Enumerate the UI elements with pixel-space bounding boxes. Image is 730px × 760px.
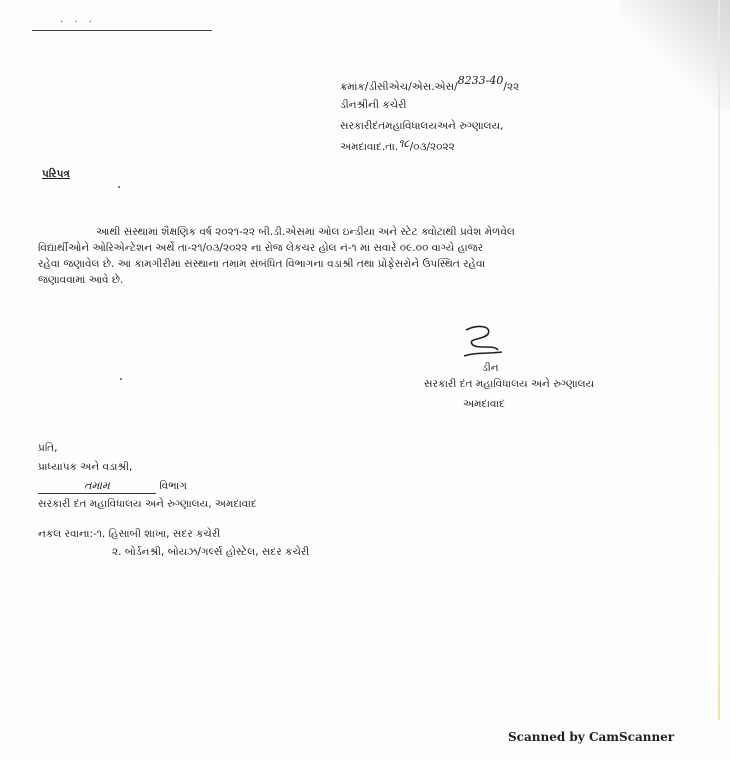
ref-suffix: /૨૨ <box>503 81 520 93</box>
recipient-dept-line <box>38 479 187 494</box>
scan-speck <box>118 186 120 188</box>
recipient-line-3: સરકારી દંત મહાવિધાલય અને રુગ્ણાલય, અમદાવાદ <box>38 498 257 510</box>
recipient-line-1: પ્રાધ્યાપક અને વડાશ્રી, <box>38 461 133 473</box>
body-line: જણાવવામાં આવે છે. <box>38 274 124 286</box>
signatory-city: અમદાવાદ <box>463 398 505 410</box>
institution-name: સરકારીદંતમહાવિધાલયઅને રુગ્ણાલય, <box>340 120 504 132</box>
office-name: ડીનશ્રીની કચેરી <box>340 99 407 111</box>
dept-label: વિભાગ <box>159 480 187 492</box>
recipient-prati: પ્રતિ, <box>38 442 58 454</box>
ref-line <box>340 74 520 94</box>
circular-title: પરિપત્ર <box>42 168 70 180</box>
copy-line-1 <box>38 528 220 541</box>
signature-mark <box>458 322 508 362</box>
scanner-watermark: Scanned by CamScanner <box>508 730 675 744</box>
date-rest: /૦૩/૨૦૨૨ <box>409 141 455 153</box>
pencil-dots: . . . <box>60 14 96 25</box>
page-corner-shadow <box>620 0 730 110</box>
page-edge <box>718 0 720 720</box>
circular-body <box>38 224 698 288</box>
body-line: આથી સંસ્થામાં શૈક્ષણિક વર્ષ ૨૦૨૧-૨૨ બી.ડી.એસમાં ઓલ ઇન્ડીયા અને સ્ટેટ ક્વોટાથી પ્રવેશ મેળવેલ <box>96 226 515 238</box>
body-line: વિદ્યાર્થીઓને ઓરિએન્ટેશન અર્થે તા-૨૧/૦૩/૨૦૨૨ ના રોજ લેકચર હોલ નં-૧ માં સવારે ૦૯.૦૦ વાગ્યે હાજર <box>38 242 484 254</box>
date-prefix: અમદાવાદ.તા. <box>340 141 399 153</box>
scan-speck <box>120 378 122 380</box>
ref-number-handwritten: 8233-40 <box>457 74 504 87</box>
date-day-handwritten: ૧૮ <box>398 137 410 150</box>
signatory-institution: સરકારી દંત મહાવિધાલય અને રુગ્ણાલય <box>424 378 595 390</box>
body-line: રહેવા જણાવેલ છે. આ કામગીરીમાં સંસ્થાના તમામ સંબંધિત વિભાગના વડાશ્રી તથા પ્રોફેસરોને ઉપસ્થિત રહેવા <box>38 258 486 270</box>
header-rule <box>32 30 212 31</box>
dept-handwritten: તમામ <box>84 479 110 492</box>
copy-label: નકલ રવાના:- <box>38 528 97 540</box>
dept-blank <box>38 479 156 494</box>
copy-item-1: ૧. હિસાબી શાખા, સદર કચેરી <box>96 528 221 540</box>
copy-item-2: ૨. બોર્ડનશ્રી, બોયઝ/ગર્લ્સ હોસ્ટેલ, સદર કચેરી <box>112 546 310 558</box>
ref-prefix: ક્રમાંક/ડીસીએચ/એસ.એસ/ <box>340 81 458 93</box>
signatory-title: ડીન <box>482 362 499 374</box>
date-line <box>340 137 455 154</box>
